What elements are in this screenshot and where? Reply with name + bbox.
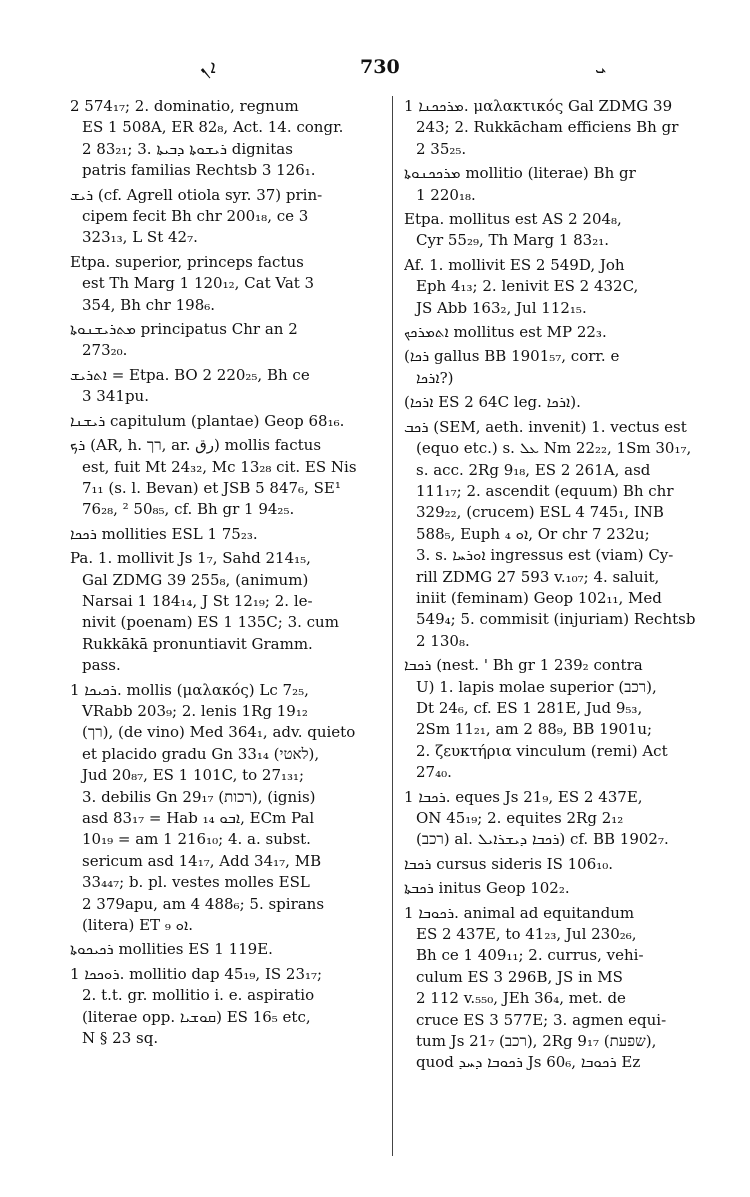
entry-line: cipem fecit Bh chr 200₁₈, ce 3 bbox=[82, 207, 309, 226]
entry-line: ܪܘܟܟܐ 1. mollitio dap 45₁₉, IS 23₁₇; bbox=[70, 964, 323, 983]
entry-line: Cyr 55₂₉, Th Marg 1 83₂₁. bbox=[416, 231, 610, 250]
entry-line: ܪܝܫ (cf. Agrell otiola syr. 37) prin- bbox=[70, 185, 323, 204]
dictionary-entry bbox=[70, 524, 382, 545]
entry-line: Narsai 1 184₁₄, J St 12₁₉; 2. le- bbox=[82, 591, 313, 610]
entry-line: 76₂₈, ² 50₈₅, cf. Bh gr 1 94₂₅. bbox=[82, 500, 295, 519]
entry-line: ON 45₁₉; 2. equites 2Rg 2₁₂ bbox=[416, 809, 624, 827]
entry-line: 2 379apu, am 4 488₆; 5. spirans bbox=[82, 894, 325, 913]
entry-line: ܪܟܟܐ mollities ESL 1 75₂₃. bbox=[70, 524, 258, 543]
running-head bbox=[70, 56, 710, 86]
dictionary-entry bbox=[70, 319, 382, 362]
entry-line: 2 112 v.₅₅₀, JEh 36₄, met. de bbox=[416, 989, 626, 1008]
dictionary-entry bbox=[70, 96, 382, 182]
dictionary-entry bbox=[404, 392, 720, 413]
entry-line: pass. bbox=[82, 656, 121, 675]
entry-line: Etpa. superior, princeps factus bbox=[70, 252, 304, 271]
entry-line: 7₁₁ (s. l. Bevan) et JSB 5 847₆, SE¹ bbox=[82, 478, 341, 497]
entry-line: ܡܪܟܟܢܘܬܐ mollitio (literae) Bh gr bbox=[404, 164, 636, 183]
dictionary-entry bbox=[70, 680, 382, 937]
entry-line: ܪܟܒ (SEM, aeth. invenit) 1. vectus est bbox=[404, 417, 687, 436]
dictionary-entry bbox=[70, 252, 382, 316]
entry-line: Eph 4₁₃; 2. lenivit ES 2 432C, bbox=[416, 277, 639, 296]
entry-line: 3. debilis Gn 29₁₇ (רכות), (ignis) bbox=[82, 787, 316, 806]
entry-line: (ܪܟܐ gallus BB 1901₅₇, corr. e bbox=[404, 347, 620, 366]
running-head-left: ܐܢ bbox=[200, 56, 216, 78]
dictionary-entry bbox=[404, 787, 720, 851]
entry-line: rill ZDMG 27 593 v.₁₀₇; 4. saluit, bbox=[416, 567, 660, 586]
entry-line: 111₁₇; 2. ascendit (equum) Bh chr bbox=[416, 481, 674, 500]
dictionary-entry bbox=[70, 365, 382, 408]
dictionary-entry bbox=[404, 878, 720, 899]
dictionary-entry bbox=[404, 322, 720, 343]
entry-line: 2 574₁₇; 2. dominatio, regnum bbox=[70, 97, 299, 115]
entry-line: 2 35₂₅. bbox=[416, 139, 467, 158]
entry-line: (רכב) al. ܪܟܒܐ ܕܝܫܪܐܝܠ) cf. BB 1902₇. bbox=[416, 830, 669, 849]
entry-line: est, fuit Mt 24₃₂, Mc 13₂₈ cit. ES Nis bbox=[82, 457, 357, 476]
entry-line: Gal ZDMG 39 255₈, (animum) bbox=[82, 570, 309, 589]
entry-line: quod ܪܟܘܒܐ ܕܚܕ Js 60₆, ܪܟܘܒܐ Ez bbox=[416, 1053, 641, 1072]
entry-line: ܪܝܫܢܐ capitulum (plantae) Geop 68₁₆. bbox=[70, 411, 345, 430]
dictionary-entry bbox=[70, 964, 382, 1050]
right-column bbox=[404, 96, 720, 1156]
dictionary-entry bbox=[404, 163, 720, 206]
entry-line: ܐܪܟܐ?) bbox=[416, 368, 454, 387]
dictionary-entry bbox=[70, 185, 382, 249]
entry-line: et placido gradu Gn 33₁₄ (לאטי), bbox=[82, 744, 320, 763]
dictionary-entry bbox=[404, 417, 720, 652]
entry-line: 354, Bh chr 198₆. bbox=[82, 295, 216, 314]
entry-line: ܪܟܝܟܐ 1. mollis (μαλακός) Lc 7₂₅, bbox=[70, 680, 309, 699]
entry-line: 2Sm 11₂₁, am 2 88₉, BB 1901u; bbox=[416, 720, 653, 739]
entry-line: ܐܬܡܪܟܟ mollitus est MP 22₃. bbox=[404, 323, 607, 342]
entry-line: sericum asd 14₁₇, Add 34₁₇, MB bbox=[82, 851, 322, 870]
entry-line: ܪܟܒܬܐ initus Geop 102₂. bbox=[404, 879, 570, 898]
entry-line: s. acc. 2Rg 9₁₈, ES 2 261A, asd bbox=[416, 460, 651, 479]
entry-line: ES 1 508A, ER 82₈, Act. 14. congr. bbox=[82, 118, 344, 137]
entry-line: Dt 24₆, cf. ES 1 281E, Jud 9₅₃, bbox=[416, 698, 643, 717]
entry-line: Bh ce 1 409₁₁; 2. currus, vehi- bbox=[416, 946, 644, 965]
entry-line: Af. 1. mollivit ES 2 549D, Joh bbox=[404, 255, 625, 274]
dictionary-entry bbox=[70, 435, 382, 521]
entry-line: Jud 20₈₇, ES 1 101C, to 27₁₃₁; bbox=[82, 766, 305, 785]
entry-line: Rukkākā pronuntiavit Gramm. bbox=[82, 634, 313, 653]
entry-line: ܪܟܒܐ 1. eques Js 21₉, ES 2 437E, bbox=[404, 787, 643, 806]
entry-line: 2 130₈. bbox=[416, 631, 470, 650]
entry-line: Pa. 1. mollivit Js 1₇, Sahd 214₁₅, bbox=[70, 549, 311, 568]
entry-line: 10₁₉ = am 1 216₁₀; 4. a. subst. bbox=[82, 830, 311, 849]
entry-line: 588₅, Euph ܐܘ ₄, Or chr 7 232u; bbox=[416, 524, 650, 543]
entry-line: asd 83₁₇ = Hab ܐܒܘ ₁₄, ECm Pal bbox=[82, 809, 315, 827]
entry-line: ܪܟܝܟܘܬܐ mollities ES 1 119E. bbox=[70, 940, 273, 959]
entry-line: 33₄₄₇; b. pl. vestes molles ESL bbox=[82, 873, 310, 892]
entry-line: 273₂₀. bbox=[82, 341, 128, 360]
entry-line: 323₁₃, L St 42₇. bbox=[82, 228, 198, 247]
entry-line: est Th Marg 1 120₁₂, Cat Vat 3 bbox=[82, 274, 315, 293]
entry-line: iniit (feminam) Geop 102₁₁, Med bbox=[416, 588, 662, 607]
entry-line: 3 341pu. bbox=[82, 387, 149, 406]
entry-line: culum ES 3 296B, JS in MS bbox=[416, 967, 623, 986]
entry-line: ܪܟܘܒܐ 1. animal ad equitandum bbox=[404, 903, 635, 922]
entry-line: (ܐܪܟܐ ES 2 64C leg. ܐܪܟܐ). bbox=[404, 393, 581, 412]
entry-line: ܪܟܒܐ cursus sideris IS 106₁₀. bbox=[404, 854, 614, 873]
entry-line: VRabb 203₉; 2. lenis 1Rg 19₁₂ bbox=[82, 701, 308, 720]
entry-line: cruce ES 3 577E; 3. agmen equi- bbox=[416, 1010, 667, 1029]
entry-line: ܪܟܒܐ (nest. ' Bh gr 1 239₂ contra bbox=[404, 656, 643, 675]
entry-line: 243; 2. Rukkācham efficiens Bh gr bbox=[416, 118, 679, 137]
entry-line: nivit (poenam) ES 1 135C; 3. cum bbox=[82, 613, 339, 632]
entry-line: (literae opp. ܩܘܫܝܐ) ES 16₅ etc, bbox=[82, 1007, 311, 1026]
entry-line: 329₂₂, (crucem) ESL 4 745₁, INB bbox=[416, 503, 664, 522]
left-column bbox=[70, 96, 382, 1156]
column-divider bbox=[392, 96, 393, 1156]
entry-line: 2 83₂₁; 3. ܪܝܫܘܬܐ ܕܒܝܬܐ dignitas bbox=[82, 139, 293, 158]
entry-line: Etpa. mollitus est AS 2 204₈, bbox=[404, 210, 622, 229]
entry-line: (רך), (de vino) Med 364₁, adv. quieto bbox=[82, 723, 356, 742]
entry-line: ܐܬܪܝܫ = Etpa. BO 2 220₂₅, Bh ce bbox=[70, 365, 310, 384]
dictionary-entry bbox=[404, 903, 720, 1074]
entry-line: ܡܬܪܝܫܢܘܬܐ principatus Chr an 2 bbox=[70, 320, 298, 339]
entry-line: ܡܪܟܟܢܐ 1. μαλακτικός Gal ZDMG 39 bbox=[404, 97, 673, 115]
entry-line: patris familias Rechtsb 3 126₁. bbox=[82, 161, 316, 180]
dictionary-entry bbox=[404, 96, 720, 160]
dictionary-entry bbox=[70, 548, 382, 676]
entry-line: 3. s. ܐܘܪܚܐ ingressus est (viam) Cy- bbox=[416, 546, 674, 565]
entry-line: ܪܟ (AR, h. רך, ar. رق) mollis factus bbox=[70, 436, 322, 455]
entry-line: (equo etc.) s. ܥܠ Nm 22₂₂, 1Sm 30₁₇, bbox=[416, 439, 692, 458]
dictionary-entry bbox=[404, 209, 720, 252]
entry-line: 2. t.t. gr. mollitio i. e. aspiratio bbox=[82, 986, 315, 1005]
dictionary-entry bbox=[404, 854, 720, 875]
entry-line: ES 2 437E, to 41₂₃, Jul 230₂₆, bbox=[416, 925, 637, 944]
entry-line: 549₄; 5. commisit (injuriam) Rechtsb bbox=[416, 610, 696, 629]
entry-line: U) 1. lapis molae superior (רכב), bbox=[416, 677, 657, 696]
dictionary-entry bbox=[70, 939, 382, 960]
page-number: 730 bbox=[360, 56, 400, 78]
running-head-right: ܝ bbox=[595, 56, 607, 78]
entry-line: 1 220₁₈. bbox=[416, 185, 476, 204]
dictionary-entry bbox=[404, 255, 720, 319]
entry-line: (litera) ET ܐܘ ₉. bbox=[82, 916, 193, 935]
entry-line: N § 23 sq. bbox=[82, 1029, 159, 1048]
dictionary-entry bbox=[404, 655, 720, 783]
entry-line: 27₄₀. bbox=[416, 763, 452, 782]
entry-line: JS Abb 163₂, Jul 112₁₅. bbox=[416, 298, 587, 317]
entry-line: tum Js 21₇ (רכב), 2Rg 9₁₇ (שפעת), bbox=[416, 1032, 657, 1051]
dictionary-entry bbox=[70, 411, 382, 432]
entry-line: 2. ζευκτήρια vinculum (remi) Act bbox=[416, 741, 668, 760]
dictionary-entry bbox=[404, 346, 720, 389]
